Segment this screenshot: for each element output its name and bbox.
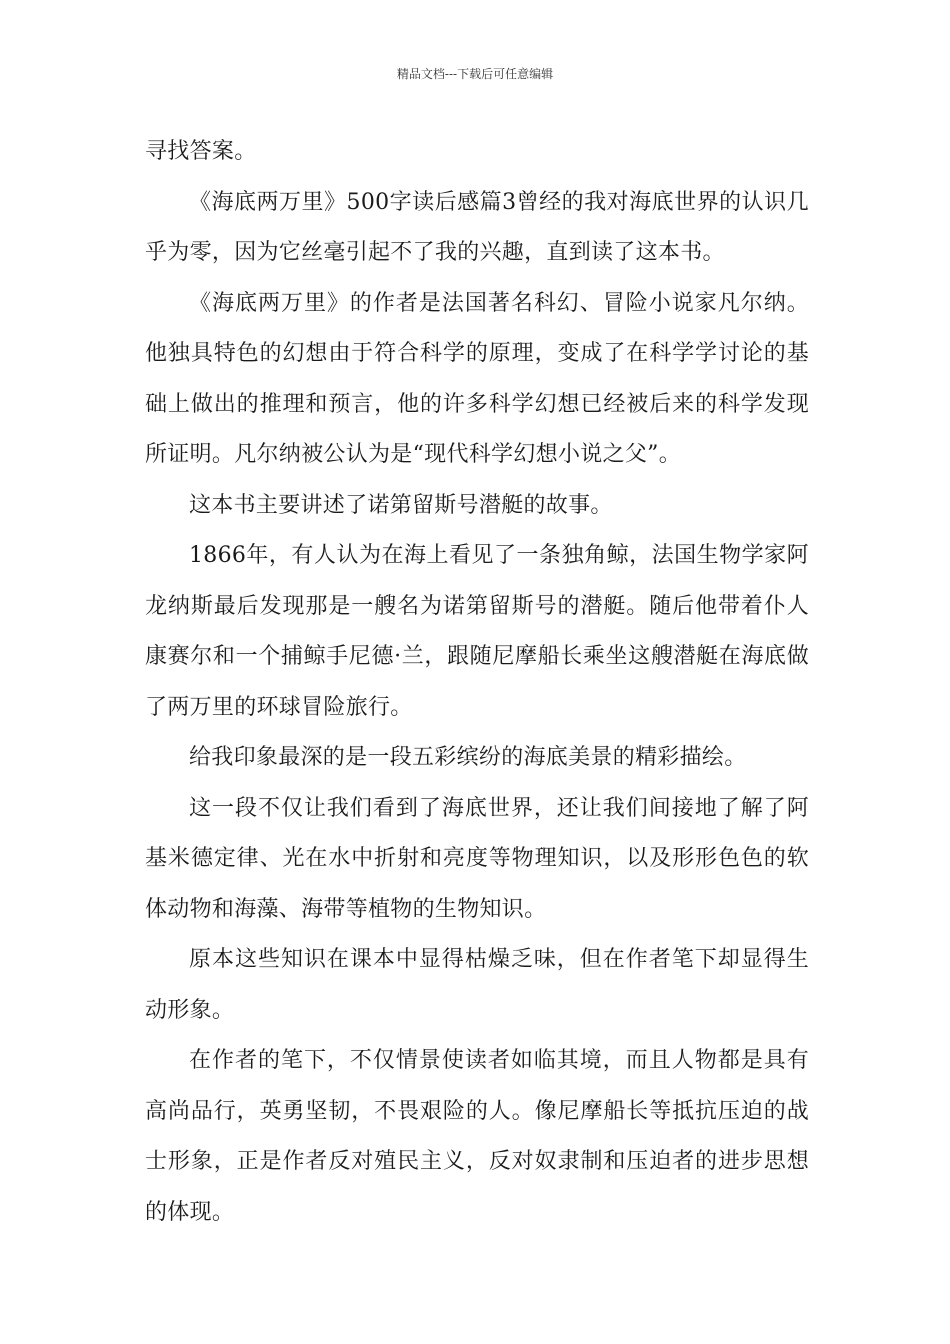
paragraph: 寻找答案。	[145, 139, 257, 164]
paragraph: 1866年，有人认为在海上看见了一条独角鲸，法国生物学家阿龙纳斯最后发现那是一艘名为诺第留斯号的潜艇。随后他带着仆人康赛尔和一个捕鲸手尼德·兰，跟随尼摩船长乘坐这艘潜艇在海底做了两万里的环球冒险旅行。	[145, 543, 809, 720]
page-header: 精品文档---下载后可任意编辑	[396, 67, 554, 81]
document-body	[145, 127, 809, 1238]
paragraph: 给我印象最深的是一段五彩缤纷的海底美景的精彩描绘。	[189, 745, 747, 770]
paragraph: 在作者的笔下，不仅情景使读者如临其境，而且人物都是具有高尚品行，英勇坚韧，不畏艰险的人。像尼摩船长等抵抗压迫的战士形象，正是作者反对殖民主义，反对奴隶制和压迫者的进步思想的体现。	[145, 1048, 809, 1225]
paragraph: 原本这些知识在课本中显得枯燥乏味，但在作者笔下却显得生动形象。	[145, 947, 809, 1023]
paragraph: 《海底两万里》的作者是法国著名科幻、冒险小说家凡尔纳。他独具特色的幻想由于符合科学的原理，变成了在科学学讨论的基础上做出的推理和预言，他的许多科学幻想已经被后来的科学发现所证明。凡尔纳被公认为是“现代科学幻想小说之父”。	[145, 290, 809, 467]
paragraph: 这一段不仅让我们看到了海底世界，还让我们间接地了解了阿基米德定律、光在水中折射和亮度等物理知识，以及形形色色的软体动物和海藻、海带等植物的生物知识。	[145, 795, 809, 922]
paragraph: 这本书主要讲述了诺第留斯号潜艇的故事。	[189, 492, 613, 518]
paragraph: 《海底两万里》500字读后感篇3曾经的我对海底世界的认识几乎为零，因为它丝毫引起不了我的兴趣，直到读了这本书。	[145, 189, 809, 265]
